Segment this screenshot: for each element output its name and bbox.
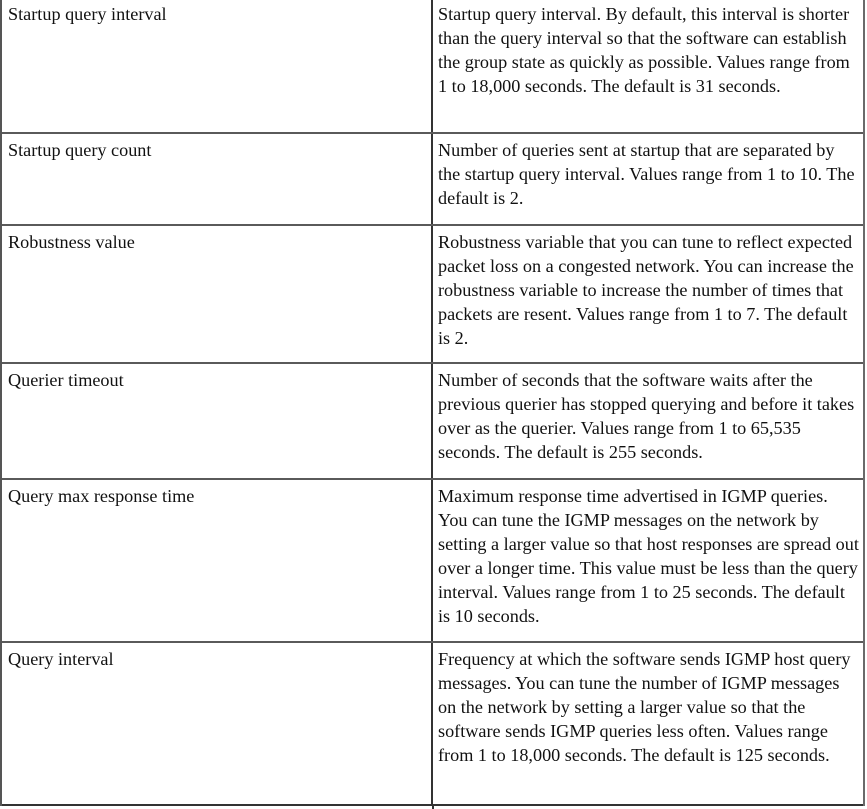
table-row: [2, 364, 863, 480]
parameter-name: Startup query interval: [2, 0, 433, 132]
table-row: [2, 643, 863, 806]
parameter-description: Number of seconds that the software waits after the previous querier has stopped querying and before it takes over as the querier. Values range from 1 to 65,535 seconds. The default is 255 seconds.: [438, 370, 855, 462]
parameter-description: Frequency at which the software sends IGMP host query messages. You can tune the number of IGMP messages on the network by setting a larger value so that the software sends IGMP queries less often. Values range from 1 to 18,000 seconds. The default is 125 seconds.: [438, 649, 851, 765]
table-row: [2, 0, 863, 134]
parameter-description: Robustness variable that you can tune to reflect expected packet loss on a congested network. You can increase the robustness variable to increase the number of times that packets are resent. Values range from 1 to 7. The default is 2.: [438, 232, 854, 348]
parameter-name: Query interval: [2, 643, 433, 804]
parameter-name: Query max response time: [2, 480, 433, 641]
parameter-name: Querier timeout: [2, 364, 433, 478]
table-row: [2, 134, 863, 226]
table-row: [2, 480, 863, 643]
table-row: [2, 226, 863, 364]
parameter-description: Maximum response time advertised in IGMP queries. You can tune the IGMP messages on the network by setting a larger value so that host responses are spread out over a longer time. This value must be less than the query interval. Values range from 1 to 25 seconds. The default is 10 seconds.: [438, 486, 859, 626]
parameter-description: Startup query interval. By default, this interval is shorter than the query interval so that the software can establish the group state as quickly as possible. Values range from 1 to 18,000 seconds. The default is 31 seconds.: [438, 4, 850, 96]
parameter-name: Robustness value: [2, 226, 433, 362]
parameter-description: Number of queries sent at startup that are separated by the startup query interval. Values range from 1 to 10. The default is 2.: [438, 140, 855, 208]
parameter-name: Startup query count: [2, 134, 433, 224]
